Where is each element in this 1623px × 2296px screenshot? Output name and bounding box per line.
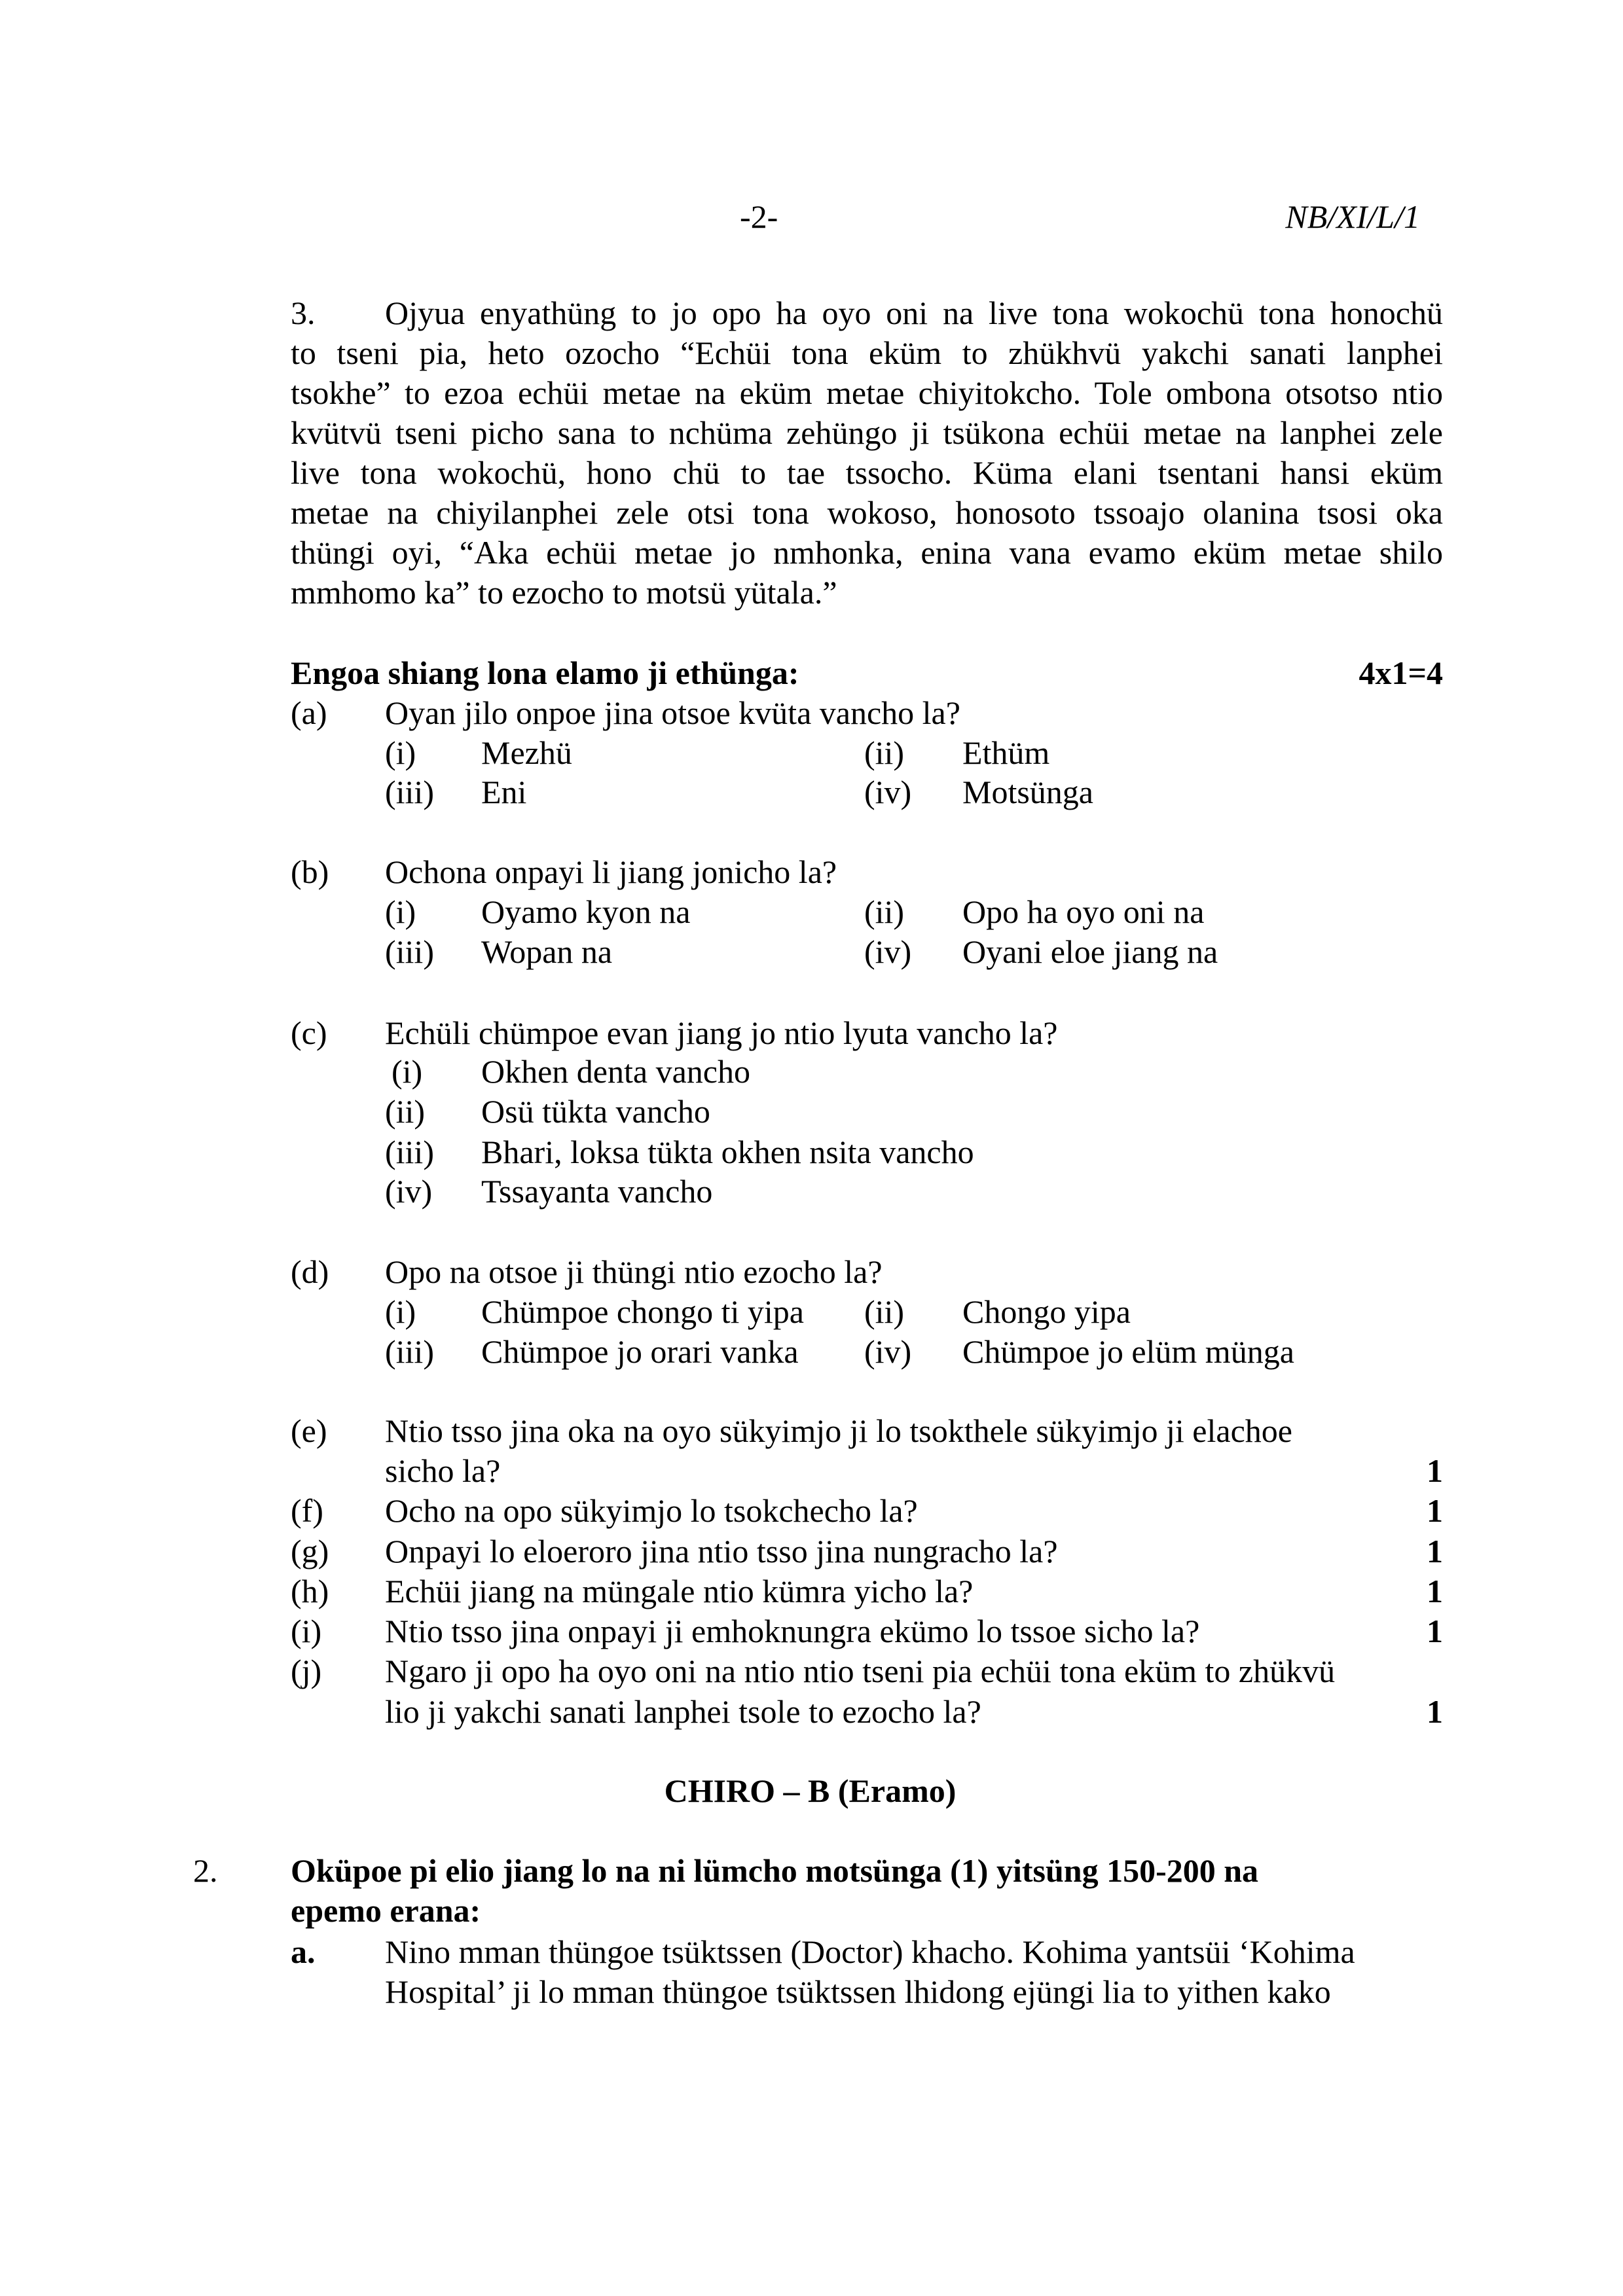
question-text: Ochona onpayi li jiang jonicho la? (385, 853, 837, 890)
option-number: (i) (392, 1053, 423, 1090)
question-number: 3. (291, 295, 316, 331)
question-label: (e) (291, 1412, 327, 1449)
option-text: Oyamo kyon na (481, 893, 691, 930)
sub-text: Hospital’ ji lo mman thüngoe tsüktssen lhidong ejüngi lia to yithen kako (385, 1973, 1331, 2010)
option-text: Chümpoe chongo ti yipa (481, 1293, 804, 1330)
question-text: Ngaro ji opo ha oyo oni na ntio ntio tseni pia echüi tona eküm to zhükvü (385, 1653, 1336, 1689)
question-label: (g) (291, 1533, 329, 1570)
option-text: Chongo yipa (962, 1293, 1131, 1330)
option-number: (iii) (385, 774, 434, 810)
option-number: (ii) (385, 1093, 426, 1130)
question-label: (f) (291, 1492, 323, 1529)
option-number: (i) (385, 893, 416, 930)
question-text: Oküpoe pi elio jiang lo na ni lümcho motsünga (1) yitsüng 150-200 na (291, 1852, 1259, 1889)
question-text: Opo na otsoe ji thüngi ntio ezocho la? (385, 1253, 883, 1290)
option-number: (iii) (385, 933, 434, 970)
question-label: (j) (291, 1653, 322, 1689)
section-title (0, 1771, 1623, 1811)
question-text: lio ji yakchi sanati lanphei tsole to ezocho la? (385, 1693, 981, 1730)
section-title-text: CHIRO – B (Eramo) (664, 1772, 957, 1809)
option-number: (ii) (864, 893, 905, 930)
option-text: Chümpoe jo elüm münga (962, 1333, 1294, 1370)
option-text: Eni (481, 774, 527, 810)
question-text: epemo erana: (291, 1892, 481, 1929)
question-label: (a) (291, 694, 327, 731)
option-text: Opo ha oyo oni na (962, 893, 1205, 930)
option-number: (iv) (864, 933, 912, 970)
option-number: (iv) (864, 774, 912, 810)
passage-line: live tona wokochü, hono chü to tae tssocho. Küma elani tsentani hansi eküm (291, 454, 1443, 491)
option-number: (iv) (385, 1173, 433, 1210)
marks: 4x1=4 (1359, 655, 1443, 691)
option-text: Mezhü (481, 734, 572, 771)
option-text: Okhen denta vancho (481, 1053, 750, 1090)
option-text: Oyani eloe jiang na (962, 933, 1218, 970)
option-number: (iii) (385, 1134, 434, 1170)
question-text: Oyan jilo onpoe jina otsoe kvüta vancho la? (385, 694, 960, 731)
option-number: (i) (385, 734, 416, 771)
question-text: Echüli chümpoe evan jiang jo ntio lyuta vancho la? (385, 1014, 1058, 1051)
option-number: (iii) (385, 1333, 434, 1370)
option-number: (i) (385, 1293, 416, 1330)
marks: 1 (1427, 1573, 1443, 1609)
question-text: sicho la? (385, 1452, 501, 1489)
passage-line: tsokhe” to ezoa echüi metae na eküm metae chiyitokcho. Tole ombona otsotso ntio (291, 374, 1443, 411)
passage-line: thüngi oyi, “Aka echüi metae jo nmhonka, enina vana evamo eküm metae shilo (291, 534, 1443, 571)
question-number: 2. (193, 1852, 218, 1889)
paper-code: NB/XI/L/1 (1285, 198, 1420, 235)
marks: 1 (1427, 1613, 1443, 1649)
question-text: Echüi jiang na müngale ntio kümra yicho la? (385, 1573, 974, 1609)
option-text: Wopan na (481, 933, 613, 970)
marks: 1 (1427, 1452, 1443, 1489)
question-label: (d) (291, 1253, 329, 1290)
passage-line: kvütvü tseni picho sana to nchüma zehüngo ji tsükona echüi metae na lanphei zele (291, 414, 1443, 451)
option-text: Osü tükta vancho (481, 1093, 710, 1130)
option-text: Chümpoe jo orari vanka (481, 1333, 799, 1370)
question-label: (c) (291, 1014, 327, 1051)
sub-label: a. (291, 1933, 316, 1970)
question-label: (i) (291, 1613, 322, 1649)
question-label: (b) (291, 853, 329, 890)
marks: 1 (1427, 1533, 1443, 1570)
page-number: -2- (740, 198, 778, 235)
question-text: Onpayi lo eloeroro jina ntio tsso jina nungracho la? (385, 1533, 1058, 1570)
option-text: Tssayanta vancho (481, 1173, 713, 1210)
option-number: (ii) (864, 1293, 905, 1330)
sub-text: Nino mman thüngoe tsüktssen (Doctor) khacho. Kohima yantsüi ‘Kohima (385, 1933, 1355, 1970)
option-number: (ii) (864, 734, 905, 771)
option-text: Ethüm (962, 734, 1050, 771)
question-label: (h) (291, 1573, 329, 1609)
marks: 1 (1427, 1492, 1443, 1529)
question-text: Ocho na opo sükyimjo lo tsokchecho la? (385, 1492, 918, 1529)
option-text: Motsünga (962, 774, 1093, 810)
passage-line: to tseni pia, heto ozocho “Echüi tona eküm to zhükhvü yakchi sanati lanphei (291, 334, 1443, 371)
instruction: Engoa shiang lona elamo ji ethünga: (291, 655, 799, 691)
passage-line: Ojyua enyathüng to jo opo ha oyo oni na live tona wokochü tona honochü (385, 295, 1443, 331)
option-number: (iv) (864, 1333, 912, 1370)
option-text: Bhari, loksa tükta okhen nsita vancho (481, 1134, 974, 1170)
passage-line: metae na chiyilanphei zele otsi tona wokoso, honosoto tssoajo olanina tsosi oka (291, 494, 1443, 531)
question-text: Ntio tsso jina oka na oyo sükyimjo ji lo tsokthele sükyimjo ji elachoe (385, 1412, 1292, 1449)
question-text: Ntio tsso jina onpayi ji emhoknungra ekümo lo tssoe sicho la? (385, 1613, 1200, 1649)
passage-line: mmhomo ka” to ezocho to motsü yütala.” (291, 574, 837, 611)
marks: 1 (1427, 1693, 1443, 1730)
